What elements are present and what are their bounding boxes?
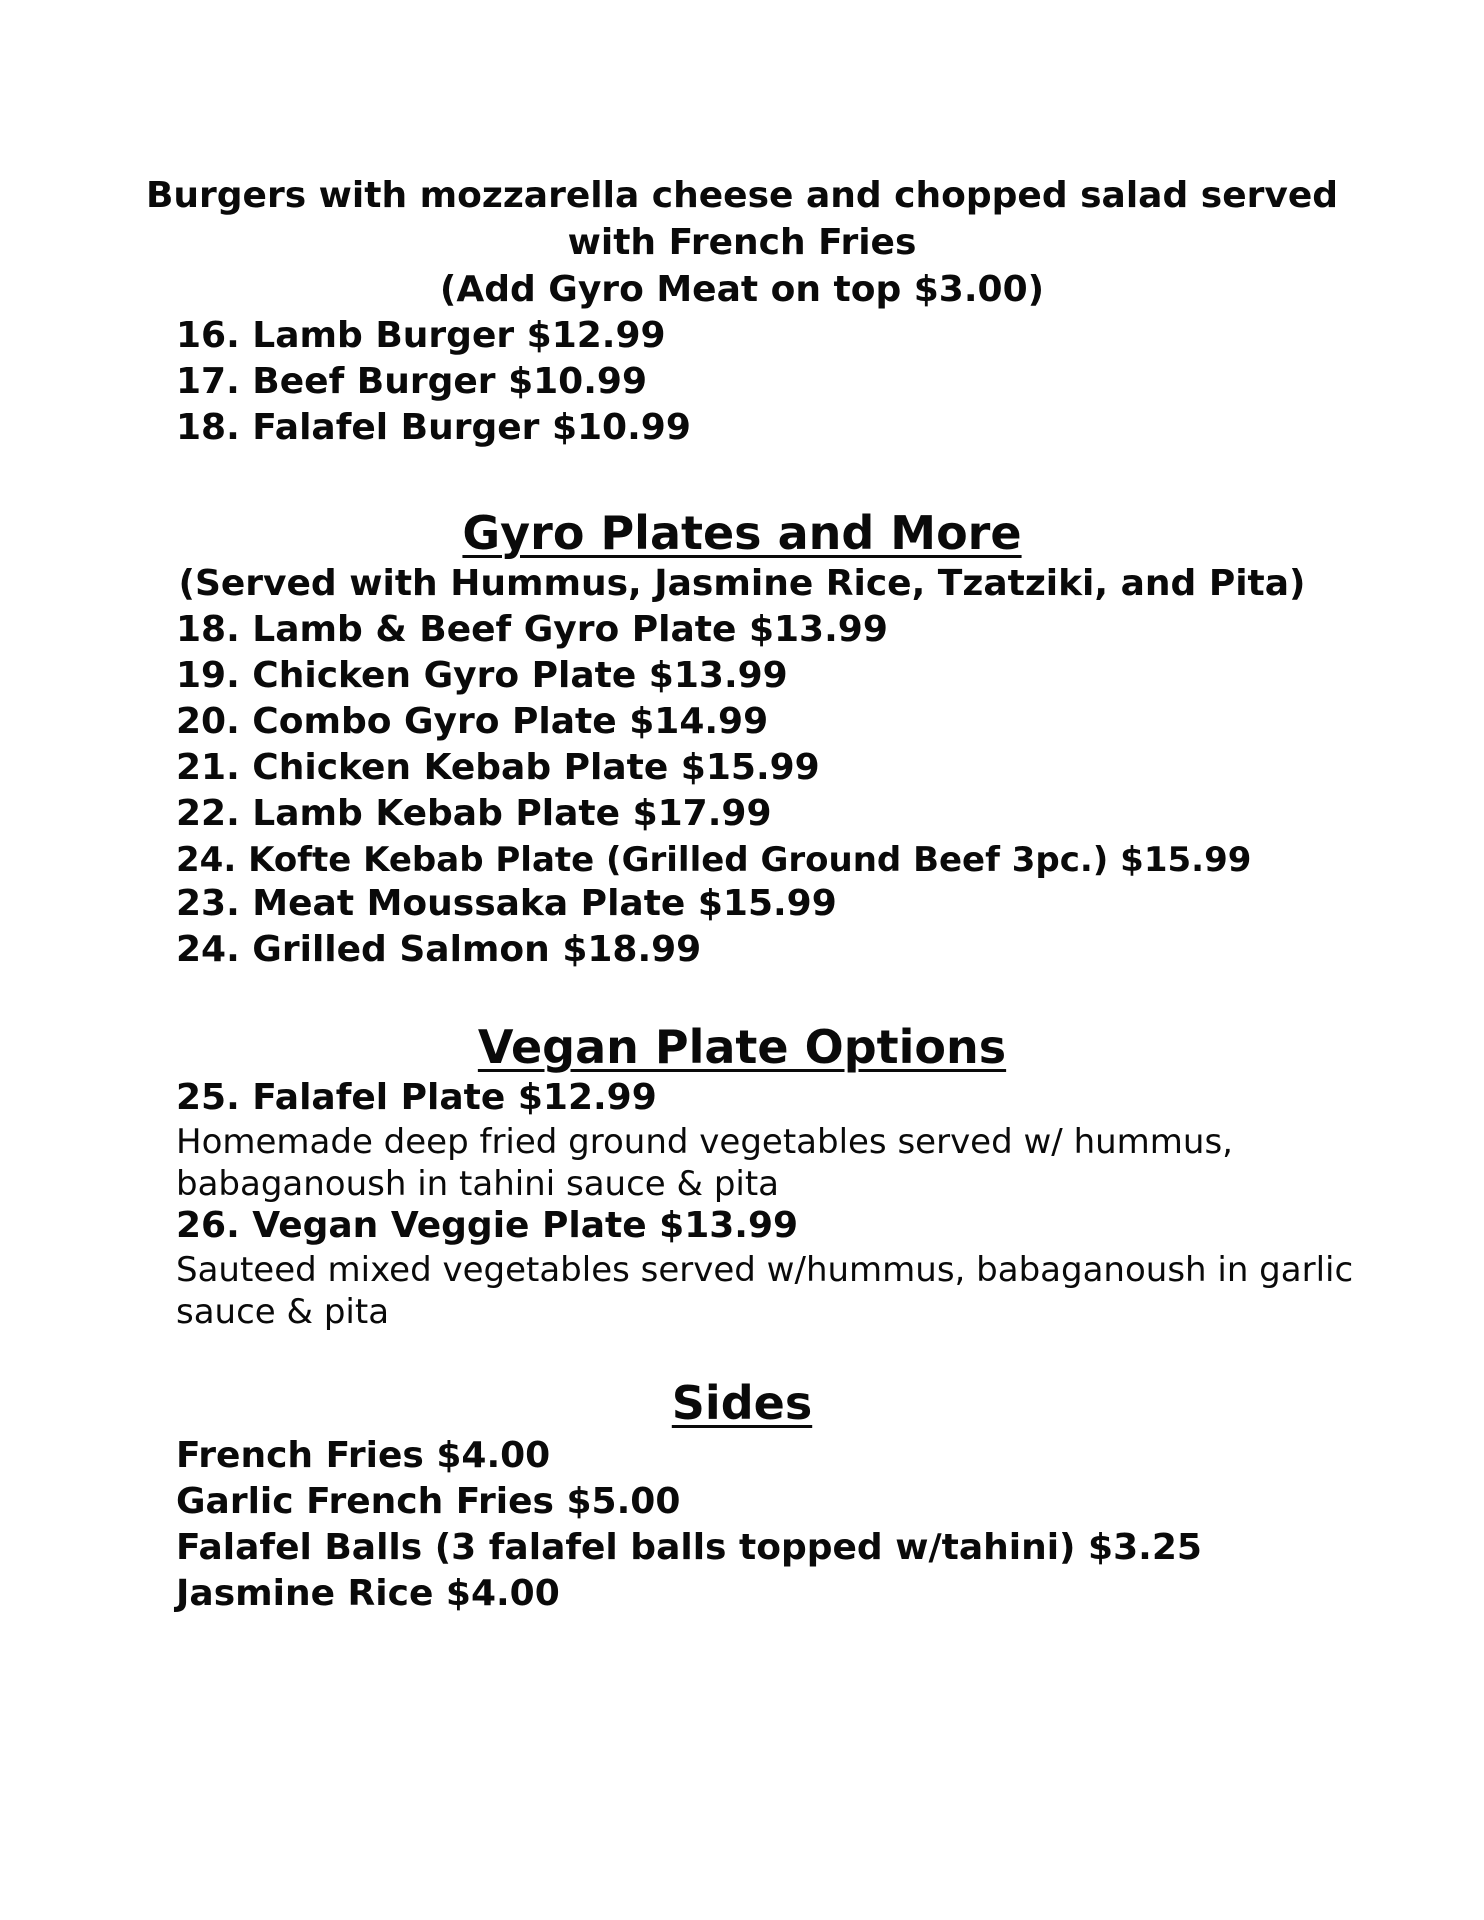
- side-item: Garlic French Fries $5.00: [176, 1481, 681, 1522]
- side-item: Falafel Balls (3 falafel balls topped w/tahini) $3.25: [176, 1527, 1202, 1568]
- side-item: Jasmine Rice $4.00: [176, 1573, 560, 1614]
- side-item: French Fries $4.00: [176, 1435, 551, 1476]
- menu-item: 16. Lamb Burger $12.99: [176, 315, 666, 356]
- menu-item: 24. Grilled Salmon $18.99: [176, 929, 702, 970]
- vegan-item-description: Homemade deep fried ground vegetables served w/ hummus,: [176, 1122, 1233, 1162]
- menu-item: 19. Chicken Gyro Plate $13.99: [176, 655, 788, 696]
- section-heading-sides: Sides: [671, 1376, 813, 1430]
- menu-item: 24. Kofte Kebab Plate (Grilled Ground Beef 3pc.) $15.99: [176, 840, 1252, 880]
- vegan-item-title: 25. Falafel Plate $12.99: [176, 1077, 657, 1118]
- vegan-item-description: sauce & pita: [176, 1292, 390, 1332]
- vegan-item-title: 26. Vegan Veggie Plate $13.99: [176, 1205, 799, 1246]
- vegan-item-description: babaganoush in tahini sauce & pita: [176, 1164, 780, 1204]
- gyro-subheading: (Served with Hummus, Jasmine Rice, Tzatziki, and Pita): [178, 563, 1306, 604]
- vegan-item-description: Sauteed mixed vegetables served w/hummus, babaganoush in garlic: [176, 1250, 1354, 1290]
- burgers-intro-line-1: Burgers with mozzarella cheese and chopped salad served: [145, 175, 1339, 216]
- menu-item: 20. Combo Gyro Plate $14.99: [176, 701, 769, 742]
- menu-item: 22. Lamb Kebab Plate $17.99: [176, 793, 772, 834]
- menu-item: 23. Meat Moussaka Plate $15.99: [176, 883, 837, 924]
- burgers-intro-line-3: (Add Gyro Meat on top $3.00): [439, 269, 1045, 310]
- burgers-intro-line-2: with French Fries: [567, 222, 917, 263]
- menu-item: 17. Beef Burger $10.99: [176, 361, 647, 402]
- section-heading-gyro: Gyro Plates and More: [462, 506, 1022, 560]
- menu-item: 18. Falafel Burger $10.99: [176, 407, 691, 448]
- section-heading-vegan: Vegan Plate Options: [477, 1020, 1007, 1074]
- menu-item: 18. Lamb & Beef Gyro Plate $13.99: [176, 609, 888, 650]
- menu-item: 21. Chicken Kebab Plate $15.99: [176, 747, 820, 788]
